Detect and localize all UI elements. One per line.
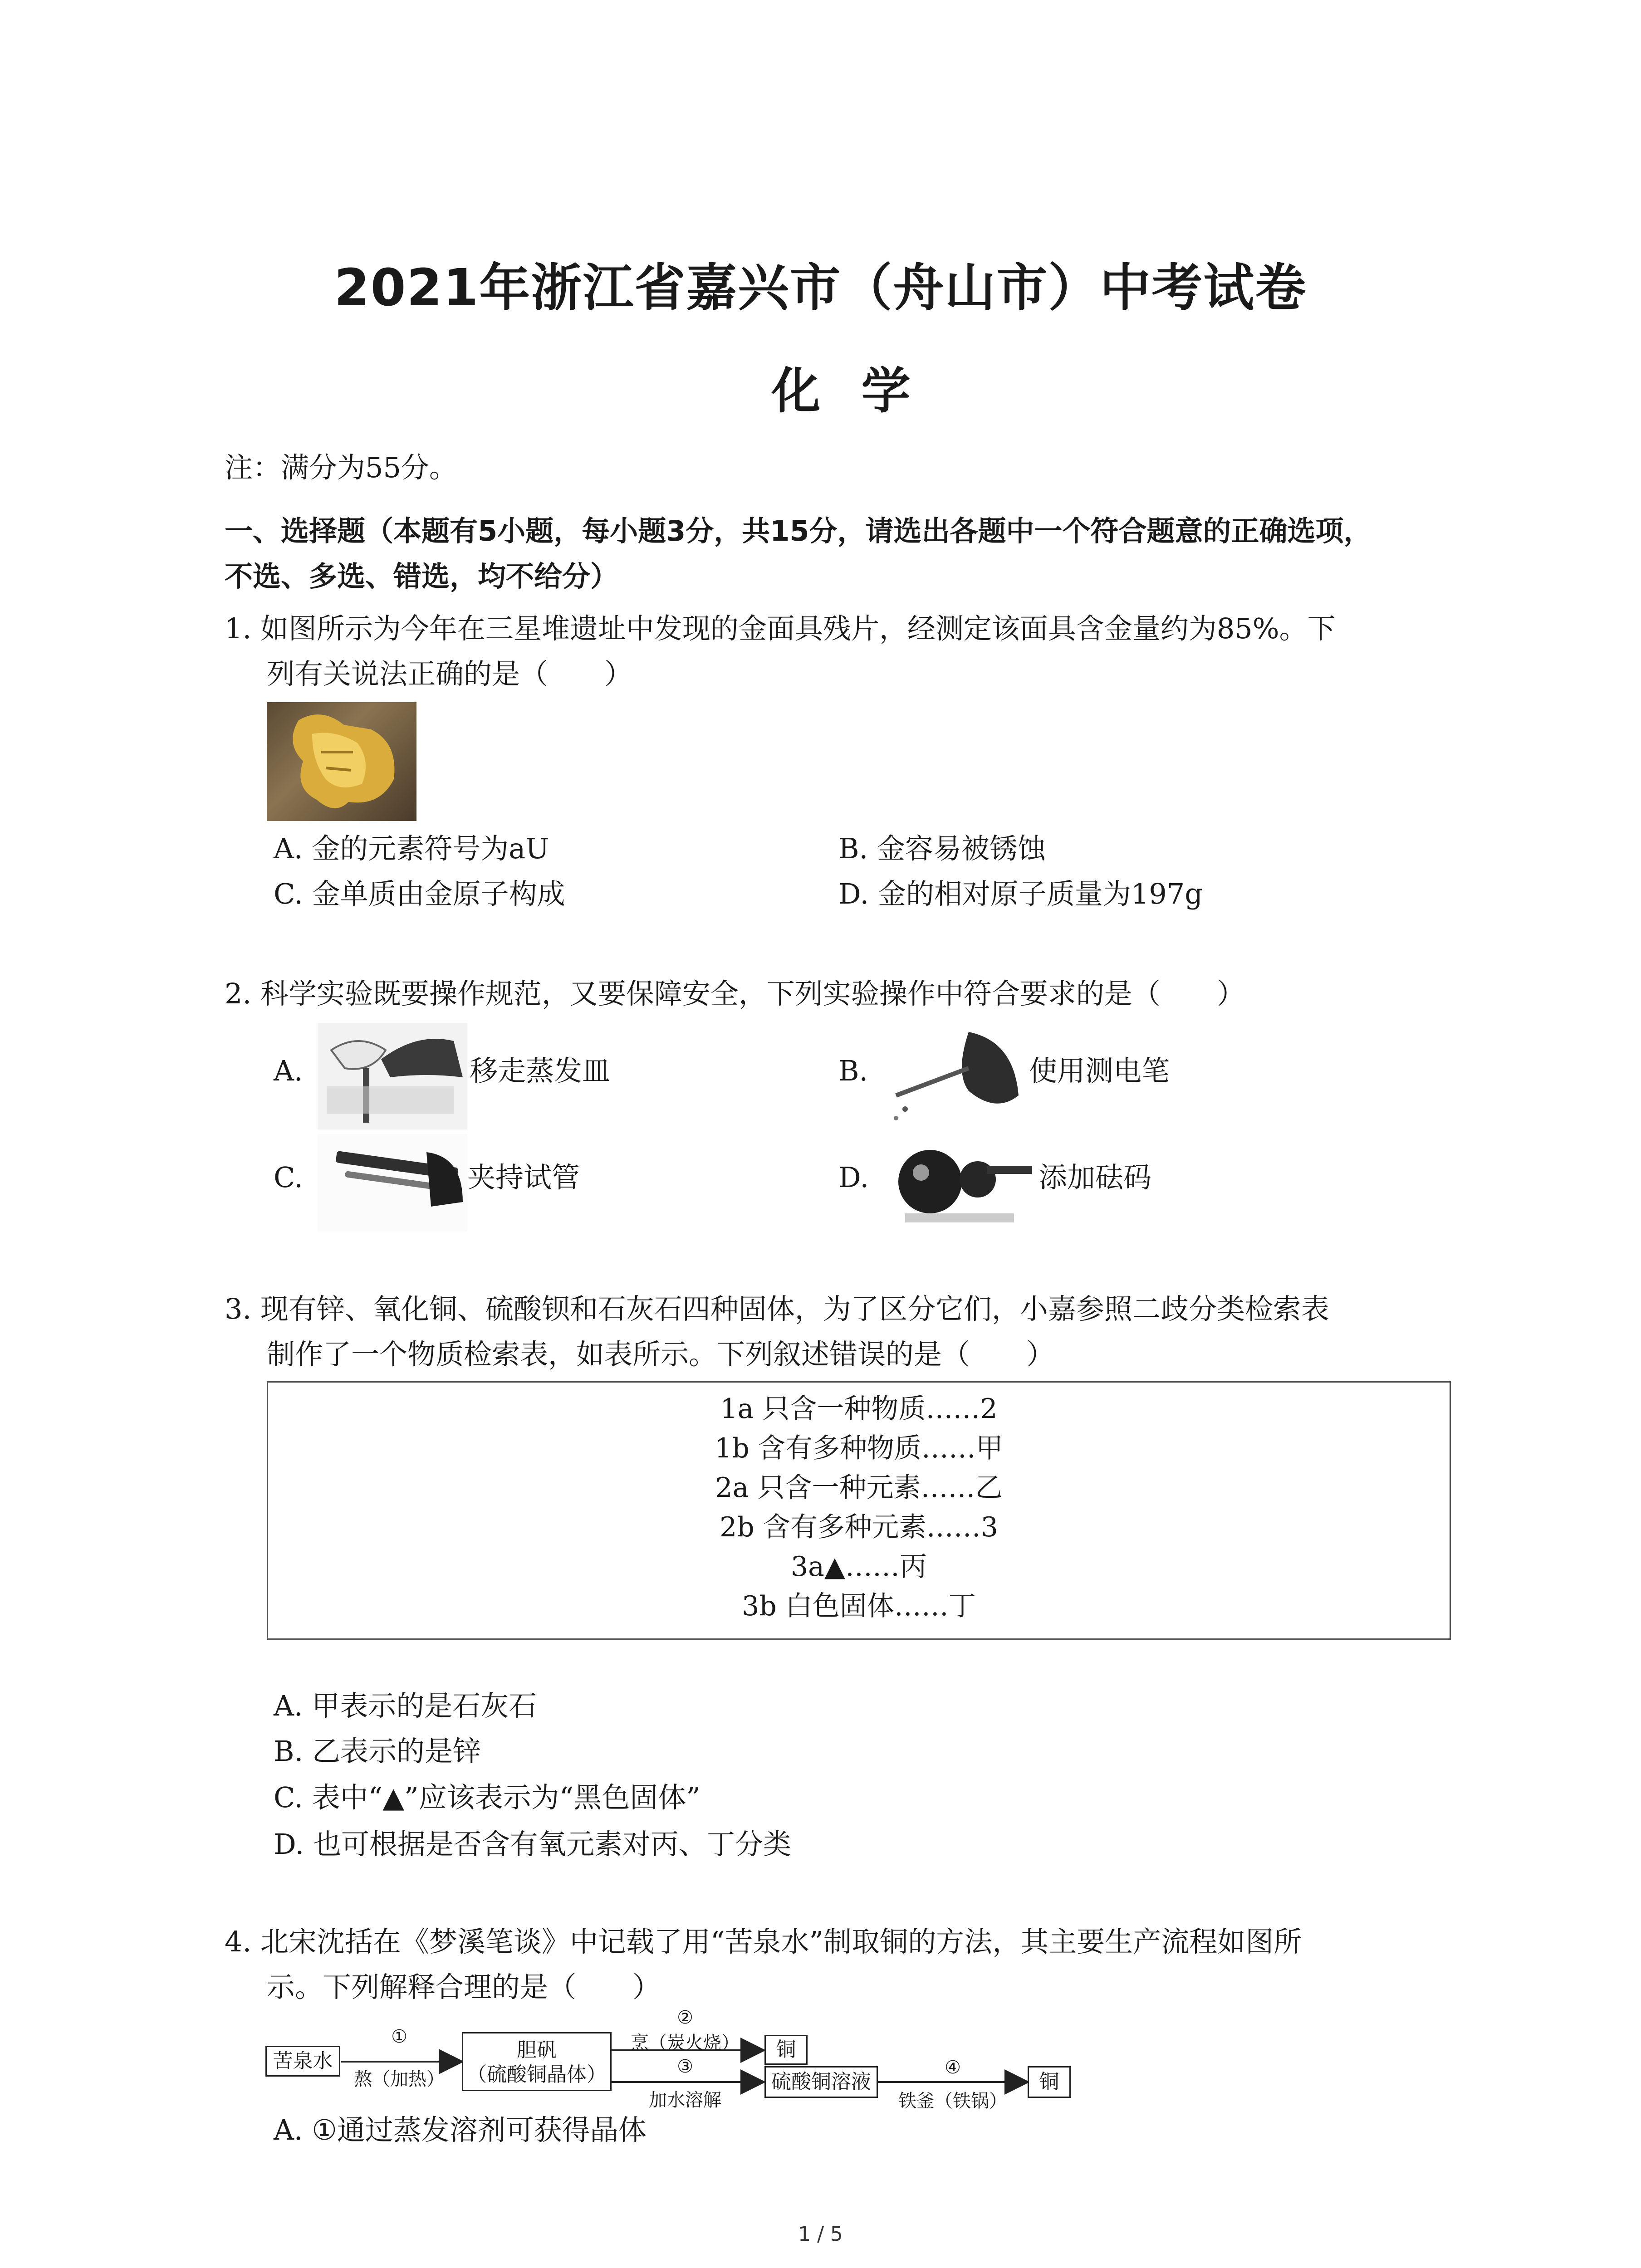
flow-node-copper-1: 铜 [764,2035,808,2065]
flow-step3-label: 加水溶解 [649,2090,721,2111]
flow-step2-label: 烹（炭火烧） [631,2033,740,2053]
q1-option-b[interactable]: B. 金容易被锈蚀 [838,832,1046,865]
key-line: 3b 白色固体……丁 [742,1590,976,1622]
q2-option-a-text[interactable]: 移走蒸发皿 [470,1054,611,1087]
key-line: 1a 只含一种物质……2 [720,1393,998,1425]
flow-node-chalcanthite-line2: （硫酸铜晶体） [467,2063,607,2086]
flow-step4-number: ④ [945,2057,961,2078]
page-number: 1 / 5 [798,2223,843,2246]
q3-option-c[interactable]: C. 表中“▲”应该表示为“黑色固体” [274,1781,701,1814]
q3-stem-line1: 3. 现有锌、氧化铜、硫酸钡和石灰石四种固体，为了区分它们，小嘉参照二歧分类检索表 [225,1292,1329,1325]
section-heading-line1: 一、选择题（本题有5小题，每小题3分，共15分，请选出各题中一个符合题意的正确选项， [225,514,1372,547]
section-heading-line2: 不选、多选、错选，均不给分） [225,560,619,593]
flow-step1-number: ① [391,2026,407,2047]
score-note: 注：满分为55分。 [225,451,457,484]
q2-option-d-text[interactable]: 添加砝码 [1039,1161,1152,1194]
flow-node-copper-2: 铜 [1028,2066,1071,2098]
q1-option-c[interactable]: C. 金单质由金原子构成 [274,877,565,910]
q4-stem-line2: 示。下列解释合理的是（ ） [267,1970,661,2004]
flow-node-chalcanthite [462,2032,612,2091]
key-line: 2a 只含一种元素……乙 [715,1472,1003,1504]
flow-step4-label: 铁釜（铁锅） [898,2091,1007,2112]
q2-option-d-letter[interactable]: D. [838,1161,869,1194]
q2-stem: 2. 科学实验既要操作规范，又要保障安全，下列实验操作中符合要求的是（ ） [225,977,1245,1010]
key-line: 3a▲……丙 [790,1551,927,1583]
q2-option-c-letter[interactable]: C. [274,1161,303,1194]
q2-option-b-letter[interactable]: B. [838,1054,868,1087]
flow-step3-number: ③ [677,2056,693,2077]
q3-stem-line2: 制作了一个物质检索表，如表所示。下列叙述错误的是（ ） [267,1338,1055,1371]
flow-step1-label: 熬（加热） [354,2069,445,2090]
key-line: 1b 含有多种物质……甲 [715,1432,1003,1464]
q1-stem-line2: 列有关说法正确的是（ ） [267,657,633,690]
flow-node-chalcanthite-line1: 胆矾 [517,2038,557,2062]
q3-option-b[interactable]: B. 乙表示的是锌 [274,1735,481,1768]
q1-option-d[interactable]: D. 金的相对原子质量为197g [838,877,1203,910]
q1-option-a[interactable]: A. 金的元素符号为aU [274,832,549,865]
q1-stem-line1: 1. 如图所示为今年在三星堆遗址中发现的金面具残片，经测定该面具含金量约为85%。下 [225,612,1336,645]
q4-option-a[interactable]: A. ①通过蒸发溶剂可获得晶体 [274,2113,647,2146]
subject-title: 化学 [771,363,951,420]
key-line: 2b 含有多种元素……3 [720,1511,998,1543]
q3-option-d[interactable]: D. 也可根据是否含有氧元素对丙、丁分类 [274,1828,791,1861]
q2-option-b-text[interactable]: 使用测电笔 [1029,1054,1170,1087]
q3-option-a[interactable]: A. 甲表示的是石灰石 [274,1689,537,1722]
q4-stem-line1: 4. 北宋沈括在《梦溪笔谈》中记载了用“苦泉水”制取铜的方法，其主要生产流程如图所 [225,1925,1302,1958]
flow-node-bitter-spring: 苦泉水 [265,2046,340,2077]
q2-option-a-letter[interactable]: A. [274,1054,303,1087]
exam-title: 2021年浙江省嘉兴市（舟山市）中考试卷 [334,259,1307,318]
flow-node-copper-sulfate-solution: 硫酸铜溶液 [764,2066,878,2098]
flow-step2-number: ② [677,2007,693,2028]
q2-option-c-text[interactable]: 夹持试管 [467,1161,580,1194]
